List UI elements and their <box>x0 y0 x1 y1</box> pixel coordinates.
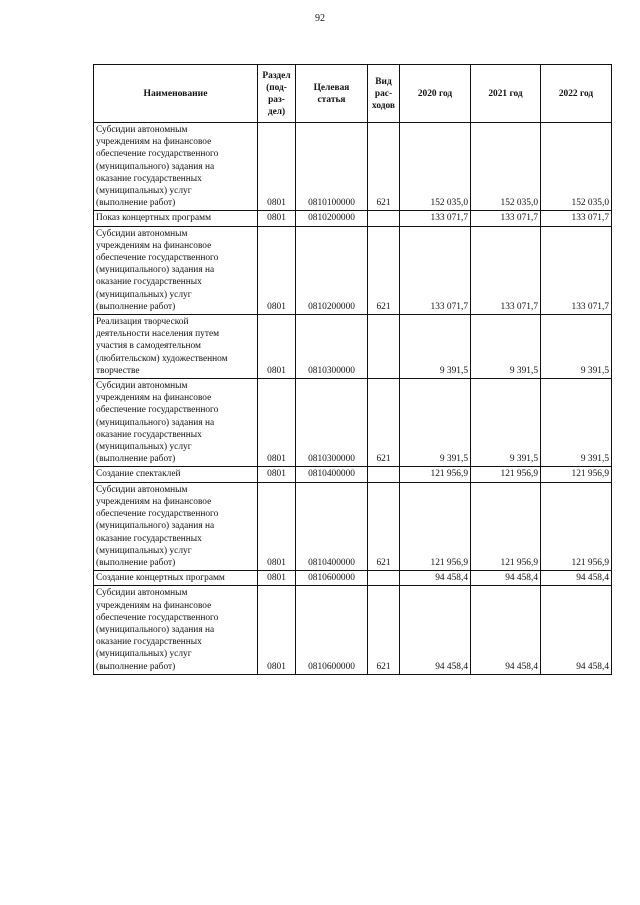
row-value-2020: 94 458,4 <box>400 571 471 586</box>
row-kind: 621 <box>368 379 400 467</box>
table-header-row <box>94 65 612 123</box>
row-value-2022: 133 071,7 <box>541 226 612 314</box>
row-section: 0801 <box>258 315 296 379</box>
row-article: 0810200000 <box>296 211 368 226</box>
row-kind <box>368 467 400 482</box>
row-value-2021: 152 035,0 <box>471 123 541 211</box>
row-kind <box>368 211 400 226</box>
table-row <box>94 467 612 482</box>
row-value-2021: 121 956,9 <box>471 467 541 482</box>
row-kind: 621 <box>368 586 400 674</box>
row-kind: 621 <box>368 226 400 314</box>
table-row <box>94 586 612 674</box>
row-value-2020: 152 035,0 <box>400 123 471 211</box>
row-name: Субсидии автономным учреждениям на финансовое обеспечение государственного (муниципального) задания на оказание государственных (муниципальных) услуг (выполнение работ) <box>94 379 258 467</box>
row-name: Создание спектаклей <box>94 467 258 482</box>
row-article: 0810100000 <box>296 123 368 211</box>
row-value-2021: 133 071,7 <box>471 226 541 314</box>
table-row <box>94 315 612 379</box>
row-value-2021: 94 458,4 <box>471 586 541 674</box>
row-value-2022: 133 071,7 <box>541 211 612 226</box>
row-value-2022: 94 458,4 <box>541 571 612 586</box>
row-value-2021: 121 956,9 <box>471 482 541 570</box>
row-kind <box>368 571 400 586</box>
table-row <box>94 123 612 211</box>
row-name: Субсидии автономным учреждениям на финансовое обеспечение государственного (муниципального) задания на оказание государственных (муниципальных) услуг (выполнение работ) <box>94 123 258 211</box>
row-name: Показ концертных программ <box>94 211 258 226</box>
row-value-2020: 133 071,7 <box>400 211 471 226</box>
header-section: Раздел (под- раз- дел) <box>258 65 296 123</box>
table-row <box>94 211 612 226</box>
row-article: 0810600000 <box>296 571 368 586</box>
table-row <box>94 226 612 314</box>
row-value-2020: 133 071,7 <box>400 226 471 314</box>
row-value-2020: 9 391,5 <box>400 315 471 379</box>
header-article: Целевая статья <box>296 65 368 123</box>
row-name: Субсидии автономным учреждениям на финансовое обеспечение государственного (муниципального) задания на оказание государственных (муниципальных) услуг (выполнение работ) <box>94 586 258 674</box>
row-section: 0801 <box>258 586 296 674</box>
row-section: 0801 <box>258 226 296 314</box>
header-2022: 2022 год <box>541 65 612 123</box>
row-value-2020: 9 391,5 <box>400 379 471 467</box>
header-2020: 2020 год <box>400 65 471 123</box>
row-section: 0801 <box>258 467 296 482</box>
header-kind: Вид рас- ходов <box>368 65 400 123</box>
row-value-2020: 121 956,9 <box>400 467 471 482</box>
row-name: Реализация творческой деятельности населения путем участия в самодеятельном (любительском) художественном творчестве <box>94 315 258 379</box>
row-article: 0810300000 <box>296 315 368 379</box>
row-value-2022: 121 956,9 <box>541 467 612 482</box>
row-section: 0801 <box>258 379 296 467</box>
row-section: 0801 <box>258 123 296 211</box>
row-value-2022: 152 035,0 <box>541 123 612 211</box>
row-value-2021: 9 391,5 <box>471 379 541 467</box>
row-kind: 621 <box>368 123 400 211</box>
row-value-2022: 94 458,4 <box>541 586 612 674</box>
row-kind: 621 <box>368 482 400 570</box>
budget-table <box>93 64 612 675</box>
row-section: 0801 <box>258 482 296 570</box>
row-article: 0810600000 <box>296 586 368 674</box>
row-value-2021: 133 071,7 <box>471 211 541 226</box>
header-name: Наименование <box>94 65 258 123</box>
row-value-2022: 9 391,5 <box>541 315 612 379</box>
row-value-2022: 121 956,9 <box>541 482 612 570</box>
row-article: 0810400000 <box>296 482 368 570</box>
row-section: 0801 <box>258 571 296 586</box>
row-kind <box>368 315 400 379</box>
row-value-2020: 94 458,4 <box>400 586 471 674</box>
row-value-2021: 94 458,4 <box>471 571 541 586</box>
row-name: Субсидии автономным учреждениям на финансовое обеспечение государственного (муниципального) задания на оказание государственных (муниципальных) услуг (выполнение работ) <box>94 482 258 570</box>
row-article: 0810300000 <box>296 379 368 467</box>
row-value-2020: 121 956,9 <box>400 482 471 570</box>
row-name: Создание концертных программ <box>94 571 258 586</box>
row-section: 0801 <box>258 211 296 226</box>
table-row <box>94 482 612 570</box>
table-row <box>94 571 612 586</box>
row-value-2022: 9 391,5 <box>541 379 612 467</box>
page-number: 92 <box>315 13 325 24</box>
row-article: 0810400000 <box>296 467 368 482</box>
row-article: 0810200000 <box>296 226 368 314</box>
row-value-2021: 9 391,5 <box>471 315 541 379</box>
header-2021: 2021 год <box>471 65 541 123</box>
table-row <box>94 379 612 467</box>
row-name: Субсидии автономным учреждениям на финансовое обеспечение государственного (муниципального) задания на оказание государственных (муниципальных) услуг (выполнение работ) <box>94 226 258 314</box>
